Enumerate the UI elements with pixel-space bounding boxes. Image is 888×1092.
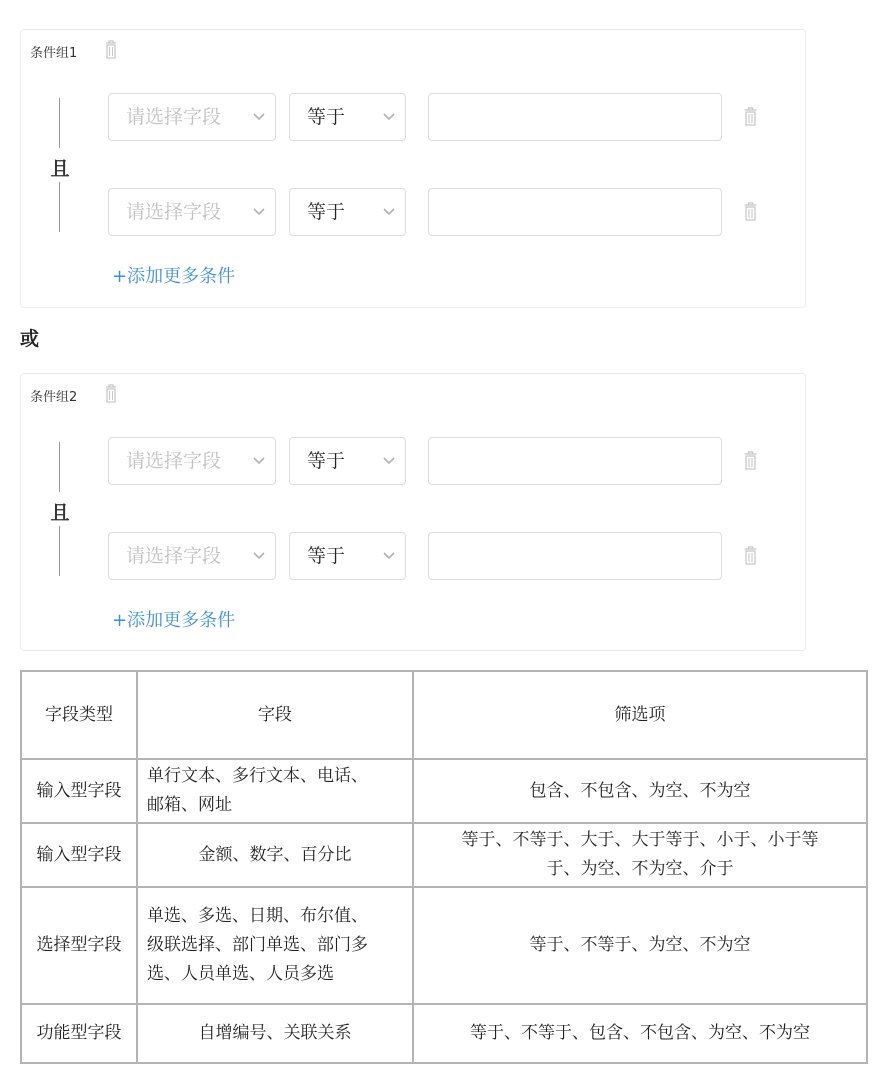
cell-field-type: 功能型字段 xyxy=(21,1004,137,1063)
cell-line: 单行文本、多行文本、电话、 xyxy=(147,766,368,786)
table-row xyxy=(21,759,867,823)
cell-line: 等于、不等于、为空、不为空 xyxy=(529,935,751,955)
trash-icon[interactable] xyxy=(741,544,760,568)
field-select-placeholder: 请选择字段 xyxy=(126,201,222,223)
table-row xyxy=(21,887,867,1004)
trash-icon[interactable] xyxy=(102,38,120,62)
operator-value: 等于 xyxy=(307,201,346,223)
operator-select[interactable] xyxy=(289,437,406,485)
add-condition-link[interactable]: +添加更多条件 xyxy=(112,266,236,287)
value-input[interactable] xyxy=(428,532,722,580)
cell-line: 选、人员单选、人员多选 xyxy=(147,964,334,984)
table-header-row xyxy=(21,671,867,759)
trash-icon[interactable] xyxy=(741,449,760,473)
condition-row xyxy=(21,93,807,143)
cell-line: 包含、不包含、为空、不为空 xyxy=(529,780,751,801)
chevron-down-icon xyxy=(252,455,266,465)
cell-line: 金额、数字、百分比 xyxy=(198,844,352,865)
cell-fields xyxy=(137,759,413,823)
cell-line: 等于、不等于、大于、大于等于、小于、小于等 xyxy=(461,830,819,850)
header-filter-options: 筛选项 xyxy=(413,671,867,759)
and-label: 且 xyxy=(50,502,70,524)
chevron-down-icon xyxy=(382,455,396,465)
cell-line: 于、为空、不为空、介于 xyxy=(546,859,734,879)
cell-filters xyxy=(413,1004,867,1063)
field-select[interactable] xyxy=(108,93,276,141)
cell-line: 邮箱、网址 xyxy=(147,795,232,815)
operator-value: 等于 xyxy=(307,545,346,567)
cell-line: 等于、不等于、包含、不包含、为空、不为空 xyxy=(470,1023,810,1043)
cell-line: 级联选择、部门单选、部门多 xyxy=(147,935,368,955)
cell-line: 单选、多选、日期、布尔值、 xyxy=(147,906,368,926)
table-row xyxy=(21,1004,867,1063)
group-title: 条件组1 xyxy=(30,46,78,61)
field-select-placeholder: 请选择字段 xyxy=(126,545,222,567)
operator-value: 等于 xyxy=(307,450,346,472)
header-field: 字段 xyxy=(137,671,413,759)
chevron-down-icon xyxy=(252,111,266,121)
operator-select[interactable] xyxy=(289,93,406,141)
cell-filters xyxy=(413,823,867,887)
value-input[interactable] xyxy=(428,188,722,236)
trash-icon[interactable] xyxy=(102,382,120,406)
trash-icon[interactable] xyxy=(741,200,760,224)
cell-line: 自增编号、关联关系 xyxy=(198,1023,352,1043)
condition-row xyxy=(21,532,807,582)
field-select[interactable] xyxy=(108,437,276,485)
cell-field-type: 选择型字段 xyxy=(21,887,137,1004)
condition-row xyxy=(21,437,807,487)
field-select[interactable] xyxy=(108,532,276,580)
operator-value: 等于 xyxy=(307,106,346,128)
chevron-down-icon xyxy=(382,111,396,121)
field-select[interactable] xyxy=(108,188,276,236)
field-select-placeholder: 请选择字段 xyxy=(126,106,222,128)
value-input[interactable] xyxy=(428,437,722,485)
field-select-placeholder: 请选择字段 xyxy=(126,450,222,472)
cell-fields xyxy=(137,887,413,1004)
or-label: 或 xyxy=(20,328,40,350)
operator-select[interactable] xyxy=(289,188,406,236)
value-input[interactable] xyxy=(428,93,722,141)
chevron-down-icon xyxy=(252,550,266,560)
trash-icon[interactable] xyxy=(741,105,760,129)
chevron-down-icon xyxy=(382,206,396,216)
cell-filters xyxy=(413,759,867,823)
chevron-down-icon xyxy=(382,550,396,560)
cell-field-type: 输入型字段 xyxy=(21,759,137,823)
condition-group-1 xyxy=(20,29,806,308)
group-title: 条件组2 xyxy=(30,390,78,405)
cell-field-type: 输入型字段 xyxy=(21,823,137,887)
cell-fields xyxy=(137,823,413,887)
cell-fields xyxy=(137,1004,413,1063)
and-label: 且 xyxy=(50,158,70,180)
add-condition-link[interactable]: +添加更多条件 xyxy=(112,610,236,631)
cell-filters xyxy=(413,887,867,1004)
field-filter-table xyxy=(20,670,868,1064)
header-field-type: 字段类型 xyxy=(21,671,137,759)
chevron-down-icon xyxy=(252,206,266,216)
operator-select[interactable] xyxy=(289,532,406,580)
table-row xyxy=(21,823,867,887)
condition-row xyxy=(21,188,807,238)
condition-group-2 xyxy=(20,373,806,651)
